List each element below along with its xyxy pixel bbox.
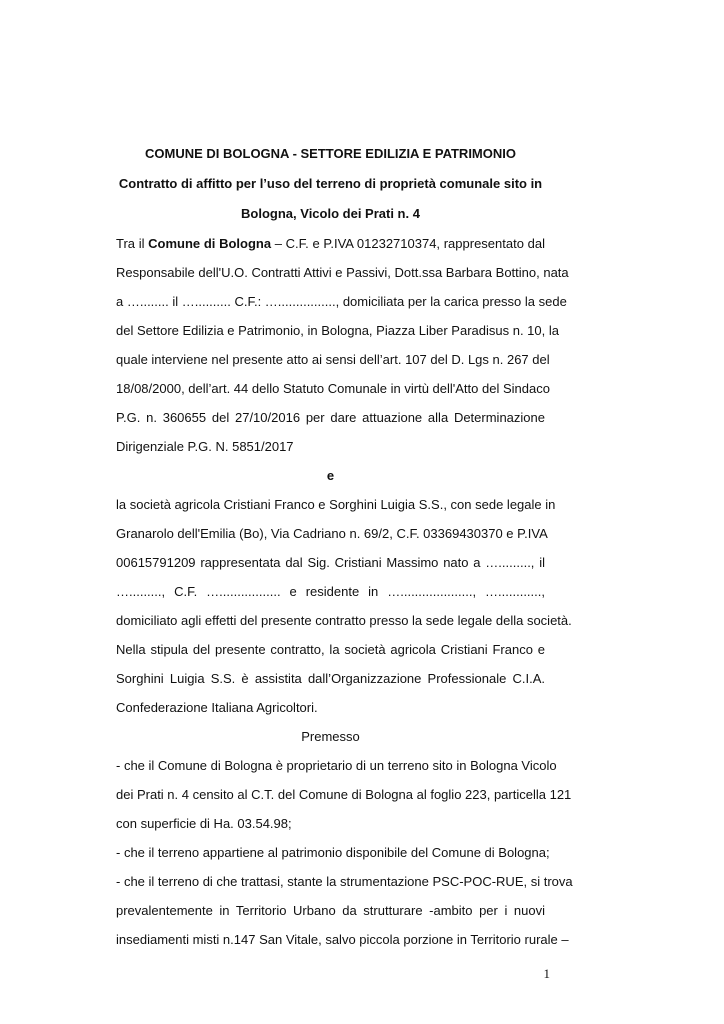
document-subtitle-line-2: Bologna, Vicolo dei Prati n. 4: [241, 206, 420, 221]
party2-line-4: …........., C.F. …................. e residente in …...................., …............,: [116, 584, 545, 599]
party2-line-5: domiciliato agli effetti del presente contratto presso la sede legale della società.: [116, 613, 572, 628]
party1-line-3: a …........ il ….......... C.F.: …................, domiciliata per la carica presso la sede: [116, 294, 567, 309]
party2-line-6: Nella stipula del presente contratto, la società agricola Cristiani Franco e: [116, 642, 545, 657]
party1-name: Comune di Bologna: [148, 236, 272, 251]
party2-line-7: Sorghini Luigia S.S. è assistita dall’Organizzazione Professionale C.I.A.: [116, 671, 545, 686]
party1-line1-rest: – C.F. e P.IVA 01232710374, rappresentato dal: [271, 236, 545, 251]
premesso-line-4: - che il terreno appartiene al patrimonio disponibile del Comune di Bologna;: [116, 845, 550, 860]
party2-line-2: Granarolo dell'Emilia (Bo), Via Cadriano n. 69/2, C.F. 03369430370 e P.IVA: [116, 526, 548, 541]
document-subtitle-line-1: Contratto di affitto per l’uso del terreno di proprietà comunale sito in: [118, 176, 543, 191]
premesso-line-3: con superficie di Ha. 03.54.98;: [116, 816, 292, 831]
premesso-line-6: prevalentemente in Territorio Urbano da strutturare -ambito per i nuovi: [116, 903, 545, 918]
party1-line-7: P.G. n. 360655 del 27/10/2016 per dare attuazione alla Determinazione: [116, 410, 545, 425]
party2-line-8: Confederazione Italiana Agricoltori.: [116, 700, 318, 715]
party1-line-8: Dirigenziale P.G. N. 5851/2017: [116, 439, 294, 454]
conjunction: e: [326, 468, 335, 483]
premesso-line-5: - che il terreno di che trattasi, stante la strumentazione PSC-POC-RUE, si trova: [116, 874, 573, 889]
premesso-line-2: dei Prati n. 4 censito al C.T. del Comune di Bologna al foglio 223, particella 121: [116, 787, 572, 802]
party1-line-1: [116, 236, 545, 252]
document-title: COMUNE DI BOLOGNA - SETTORE EDILIZIA E PATRIMONIO: [145, 146, 516, 161]
party1-intro: Tra il: [116, 236, 149, 251]
party2-line-1: la società agricola Cristiani Franco e Sorghini Luigia S.S., con sede legale in: [116, 497, 556, 512]
page-number: 1: [543, 966, 550, 981]
party2-line-3: 00615791209 rappresentata dal Sig. Cristiani Massimo nato a …........., il: [116, 555, 545, 570]
premesso-line-1: - che il Comune di Bologna è proprietario di un terreno sito in Bologna Vicolo: [116, 758, 557, 773]
premesso-line-7: insediamenti misti n.147 San Vitale, salvo piccola porzione in Territorio rurale –: [116, 932, 569, 947]
party1-line-6: 18/08/2000, dell’art. 44 dello Statuto Comunale in virtù dell'Atto del Sindaco: [116, 381, 550, 396]
party1-line-5: quale interviene nel presente atto ai sensi dell’art. 107 del D. Lgs n. 267 del: [116, 352, 550, 367]
party1-line-4: del Settore Edilizia e Patrimonio, in Bologna, Piazza Liber Paradisus n. 10, la: [116, 323, 559, 338]
premesso-heading: Premesso: [301, 729, 360, 744]
party1-line-2: Responsabile dell'U.O. Contratti Attivi e Passivi, Dott.ssa Barbara Bottino, nata: [116, 265, 569, 280]
